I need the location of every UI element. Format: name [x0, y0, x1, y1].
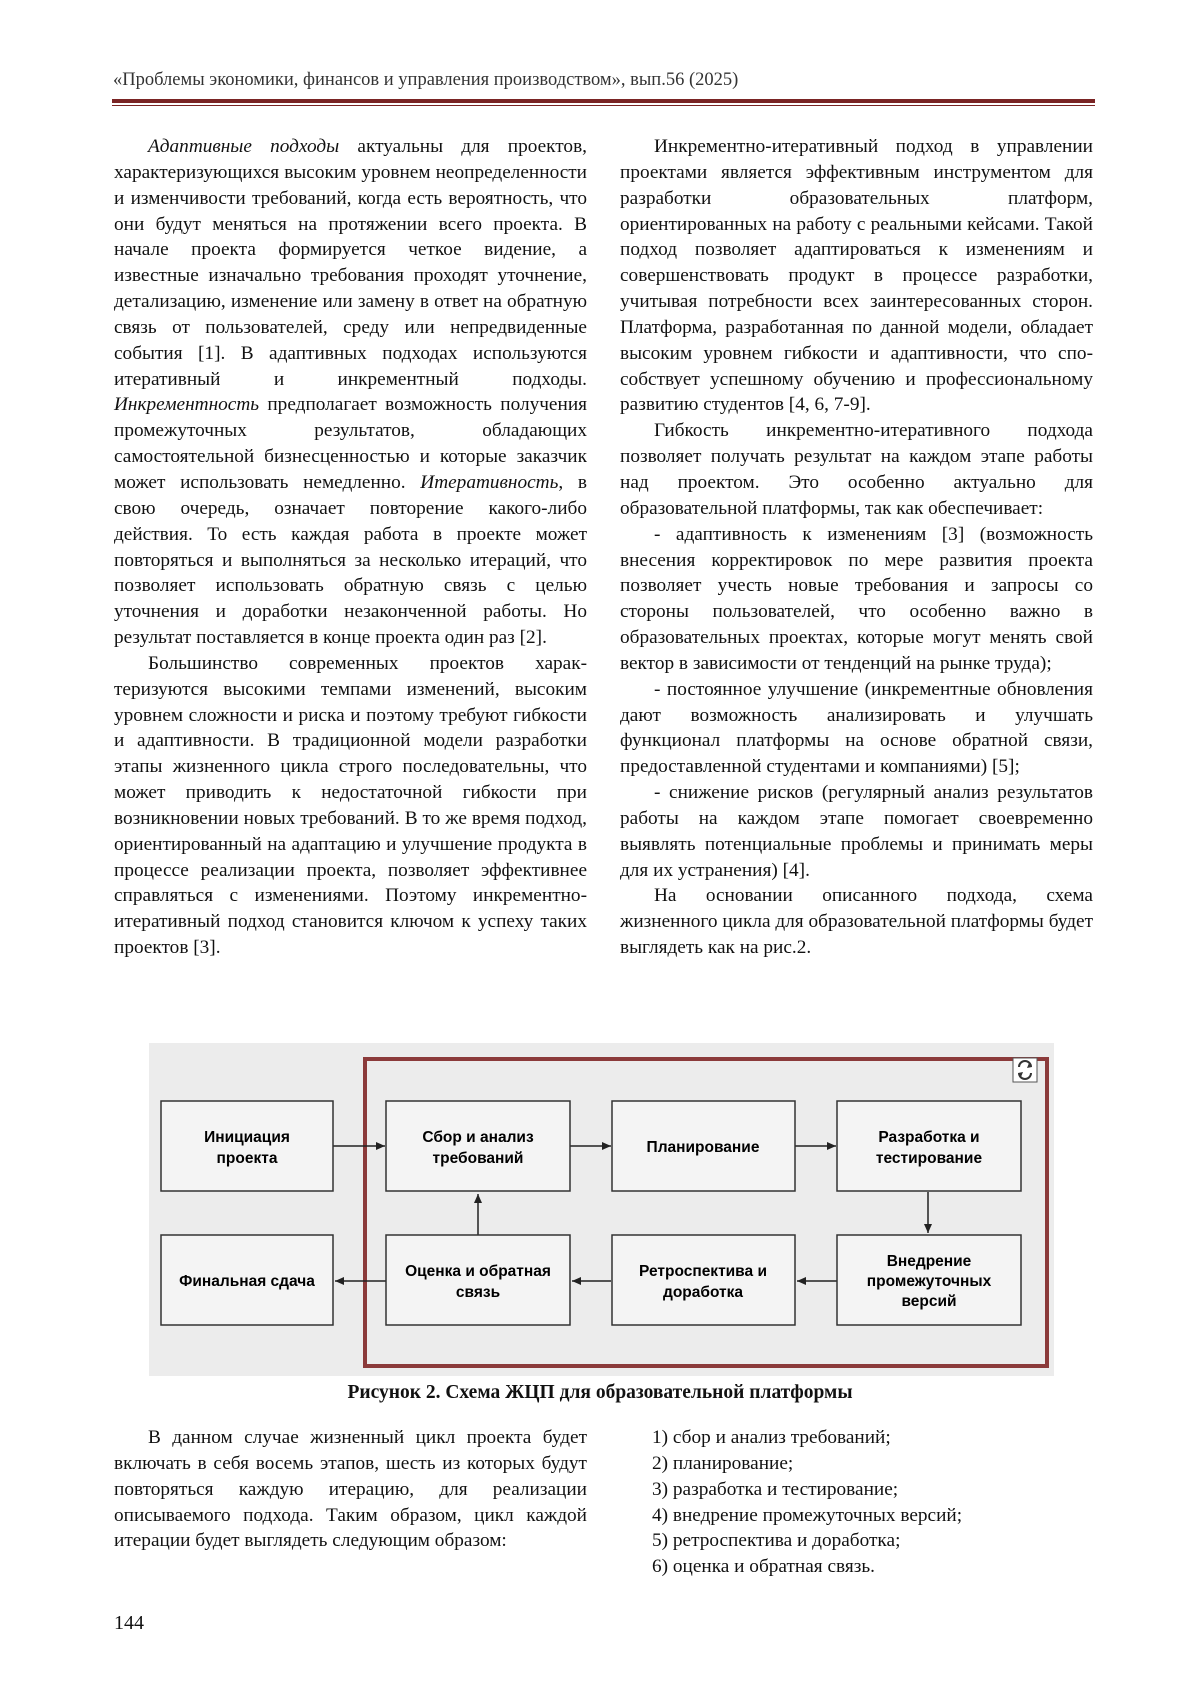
box-planning — [612, 1101, 795, 1191]
list-item: 3) разработка и тестирование; — [652, 1478, 899, 1500]
box-requirements-line-2: требований — [432, 1150, 524, 1167]
box-deployment — [837, 1235, 1021, 1325]
page-number: 144 — [114, 1612, 144, 1634]
box-feedback-line-2: связь — [455, 1284, 501, 1301]
left-column — [114, 134, 587, 961]
figure-caption: Рисунок 2. Схема ЖЦП для образовательной платформы — [347, 1382, 853, 1403]
bottom-left-paragraph: В данном случае жизненный цикл проекта будет включать в себя восемь этапов, шесть из которых будут повторяться каждую итерацию, для реализации описываемого подхода. Таким образом, цикл каждой итерации будет выглядеть следующим образом: — [114, 1427, 587, 1552]
box-development — [837, 1101, 1021, 1191]
list-item: 1) сбор и анализ требований; — [652, 1427, 891, 1448]
term-adaptive: Адаптивные подходы — [148, 136, 340, 157]
box-development-line-1: Разработка и — [878, 1129, 980, 1146]
svg-text:Финальная сдача — [179, 1273, 315, 1290]
term-iterativity: Итеративность — [420, 471, 559, 493]
diagram-background — [149, 1043, 1054, 1376]
box-retrospective-line-1: Ретроспектива и — [639, 1263, 767, 1280]
box-deployment-line-1: Внедрение — [886, 1253, 972, 1270]
journal-header: «Проблемы экономики, финансов и управления производством», вып.56 (2025) — [113, 70, 739, 90]
list-item: 5) ретроспектива и доработка; — [652, 1530, 901, 1552]
bottom-right-list — [652, 1425, 1092, 1580]
box-planning-line-1: Планирование — [646, 1139, 760, 1156]
left-p1-text-1: актуальны для проектов, характеризующихся высоким уровнем неопределенности и изменчивости требований, когда есть вероятность, что они будут меняться на протяжении всего проекта. В начале проекта формируется четкое видение, а известные изначально требования проходят уточнение, детализацию, изменение или замену в ответ на обратную связь от пользователей, среду или непредвиденные события [1]. В адаптивных подходах используются итеративный и инкрементный подходы. — [114, 136, 588, 390]
box-requirements — [386, 1101, 570, 1191]
box-initiation — [161, 1101, 333, 1191]
right-paragraph-1: Инкрементно-итеративный подход в управлении проектами является эффективным инструментом для разработки образовательных платформ, ориентированных на работу с реальными кейсами. Такой подход позволяет адаптироваться к изменениям и совершенствовать продукт в процессе разработки, учитывая потребности всех заинтересованных сторон. Платформа, разработанная по данной модели, обладает высоким уровнем гибкости и адаптивности, что способствует успешному обучению и профессиональному развитию студентов [4, 6, 7-9]. — [620, 136, 1093, 416]
term-incrementality: Инкрементность — [114, 394, 260, 416]
box-retrospective — [612, 1235, 795, 1325]
header-rule-thin — [112, 105, 1095, 106]
right-paragraph-4: - постоянное улучшение (инкрементные обновления дают возможность анализировать и улучшать функционал платформы на основе обратной связи, предоставленной студентами и компаниями) [5]; — [620, 678, 1093, 778]
header-rule-thick — [112, 99, 1095, 103]
box-initiation-line-2: проекта — [216, 1150, 278, 1167]
svg-text:Планирование — [647, 1139, 760, 1156]
right-paragraph-3: - адаптивность к изменениям [3] (возможность внесения корректировок по мере развития проекта позволяет учесть новые требования и запросы со стороны пользователей, что особенно важно в образовательных проектах, которые могут менять свой вектор в зависимости от тенденций на рынке труда); — [620, 523, 1093, 674]
left-paragraph-2: Большинство современных проектов характеризуются высокими темпами изменений, высоким уровнем сложности и риска и поэтому требуют гибкости и адаптивности. В традиционной модели разработки этапы жизненного цикла строго последовательны, что может приводить к недостаточной гибкости при возникновении новых требований. В то же время подход, ориентированный на адаптацию и улучшение продукта в процессе реализации проекта, позволяет эффективнее справляться с изменениями. Поэтому инкрементно-итеративный подход становится ключом к успеху таких проектов [3]. — [114, 652, 587, 959]
box-retrospective-line-2: доработка — [662, 1284, 744, 1301]
box-requirements-line-1: Сбор и анализ — [422, 1129, 534, 1146]
box-initiation-line-1: Инициация — [204, 1129, 290, 1146]
left-p1-text-3: , в свою очередь, означает повторение какого-либо действия. То есть каждая работа в проекте может повторяться и выполняться за несколько итераций, что позволяет использовать обратную связь с целью уточнения и доработки незаконченной работы. Но результат поставляется в конце проекта один раз [2]. — [114, 471, 587, 649]
bottom-left-column — [114, 1425, 587, 1554]
cycle-icon — [1013, 1058, 1037, 1082]
right-paragraph-5: - снижение рисков (регулярный анализ результатов работы на каждом этапе помогает своевременно выявлять потенциальные проблемы и принимать меры для их устранения) [4]. — [620, 782, 1093, 881]
lifecycle-diagram — [149, 1043, 1054, 1376]
box-feedback-line-1: Оценка и обратная — [405, 1263, 551, 1280]
left-p1-text-2: предполагает возможность получения промежуточных результатов, обладающих самостоятельной бизнесценностью и которые заказчик может использовать немедленно. — [114, 394, 587, 493]
box-final-line-1: Финальная сдача — [179, 1273, 315, 1290]
box-development-line-2: тестирование — [875, 1150, 983, 1167]
box-deployment-line-2: промежуточных — [866, 1273, 992, 1290]
list-item: 4) внедрение промежуточных версий; — [652, 1504, 963, 1526]
right-column — [620, 134, 1093, 961]
list-item: 2) планирование; — [652, 1452, 794, 1474]
right-paragraph-2: Гибкость инкрементно-итеративного подхода позволяет получать результат на каждом этапе работы над проектом. Это особенно актуально для образовательной платформы, так как обеспечивает: — [620, 420, 1093, 519]
right-paragraph-6: На основании описанного подхода, схема жизненного цикла для образовательной платформы будет выглядеть как на рис.2. — [620, 885, 1093, 959]
left-paragraph-1 — [114, 134, 587, 651]
list-item: 6) оценка и обратная связь. — [652, 1556, 875, 1578]
box-final — [161, 1235, 333, 1325]
box-feedback — [386, 1235, 570, 1325]
box-deployment-line-3: версий — [901, 1293, 957, 1310]
